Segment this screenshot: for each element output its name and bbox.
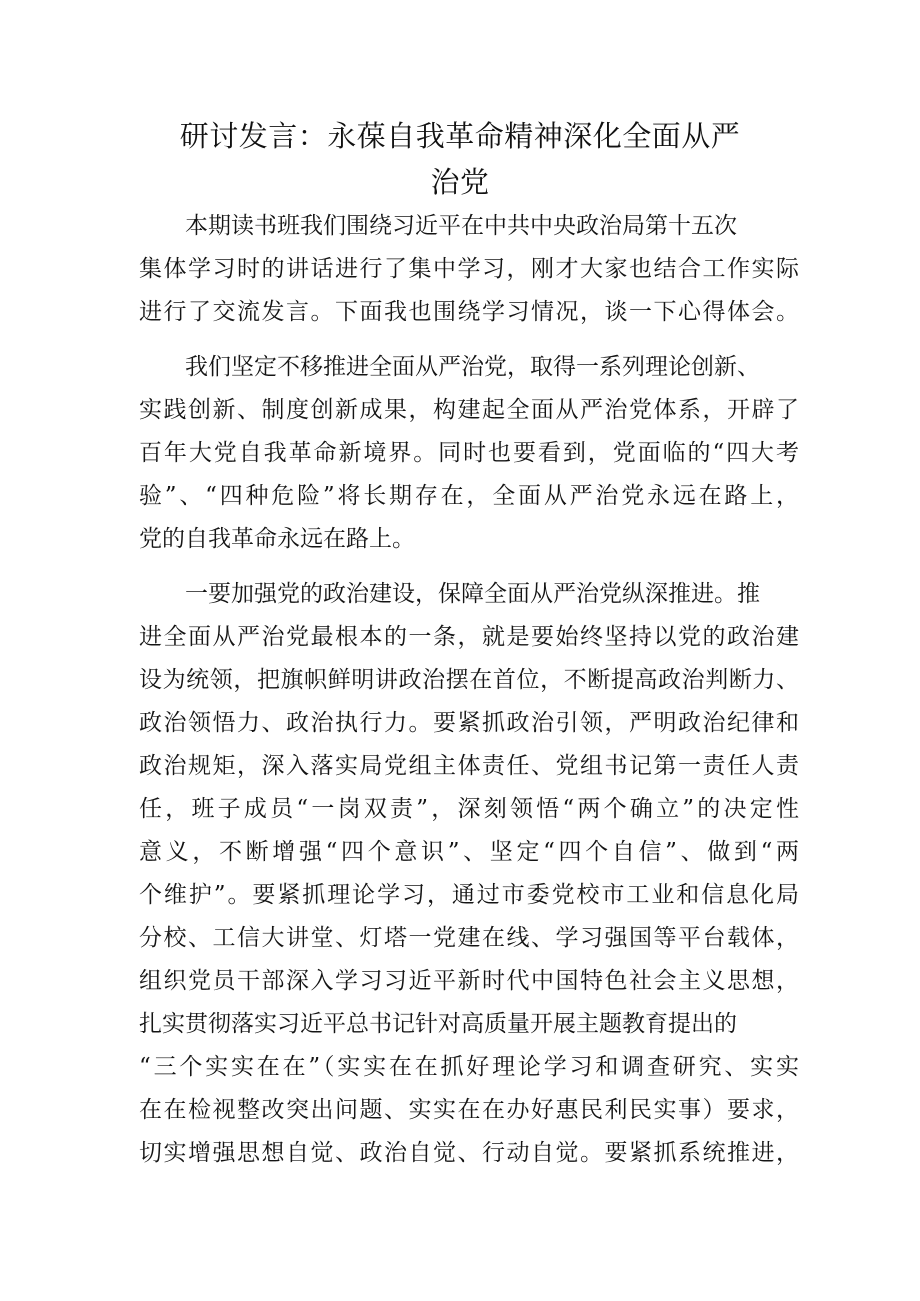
- paragraph-3-line-5: 政治规矩，深入落实局党组主体责任、党组书记第一责任人责: [139, 753, 799, 779]
- paragraph-2-line-4: 验”、“四种危险”将长期存在，全面从严治党永远在路上，: [139, 483, 799, 509]
- paragraph-1-line-2: 集体学习时的讲话进行了集中学习，刚才大家也结合工作实际: [139, 256, 799, 282]
- paragraph-3-line-6: 任，班子成员“一岗双责”，深刻领悟“两个确立”的决定性: [139, 796, 799, 822]
- paragraph-3-line-12: “三个实实在在”（实实在在抓好理论学习和调查研究、实实: [139, 1054, 799, 1080]
- paragraph-3-line-4: 政治领悟力、政治执行力。要紧抓政治引领，严明政治纪律和: [139, 710, 799, 736]
- document-title-line-2: 治党: [430, 165, 490, 199]
- paragraph-2-line-3: 百年大党自我革命新境界。同时也要看到，党面临的“四大考: [139, 440, 799, 466]
- paragraph-3-line-9: 分校、工信大讲堂、灯塔一党建在线、学习强国等平台载体，: [139, 925, 799, 951]
- paragraph-3-line-2: 进全面从严治党最根本的一条，就是要始终坚持以党的政治建: [139, 624, 799, 650]
- paragraph-3-line-7: 意义，不断增强“四个意识”、坚定“四个自信”、做到“两: [139, 839, 799, 865]
- paragraph-3-line-3: 设为统领，把旗帜鲜明讲政治摆在首位，不断提高政治判断力、: [139, 667, 799, 693]
- paragraph-1-line-1: 本期读书班我们围绕习近平在中共中央政治局第十五次: [185, 213, 737, 239]
- paragraph-3-line-13: 在在检视整改突出问题、实实在在办好惠民利民实事）要求，: [139, 1097, 799, 1123]
- paragraph-3-line-14: 切实增强思想自觉、政治自觉、行动自觉。要紧抓系统推进，: [139, 1140, 799, 1166]
- paragraph-1-line-3: 进行了交流发言。下面我也围绕学习情况，谈一下心得体会。: [139, 299, 799, 325]
- paragraph-2-line-1: 我们坚定不移推进全面从严治党，取得一系列理论创新、: [185, 354, 760, 380]
- paragraph-2-line-5: 党的自我革命永远在路上。: [139, 526, 415, 552]
- paragraph-3-line-8: 个维护”。要紧抓理论学习，通过市委党校市工业和信息化局: [139, 882, 799, 908]
- paragraph-3-line-1: 一要加强党的政治建设，保障全面从严治党纵深推进。推: [185, 581, 760, 607]
- paragraph-3-line-10: 组织党员干部深入学习习近平新时代中国特色社会主义思想，: [139, 968, 799, 994]
- document-title-line-1: 研讨发言：永葆自我革命精神深化全面从严: [179, 119, 741, 153]
- paragraph-2-line-2: 实践创新、制度创新成果，构建起全面从严治党体系，开辟了: [139, 397, 799, 423]
- paragraph-3-line-11: 扎实贯彻落实习近平总书记针对高质量开展主题教育提出的: [139, 1011, 737, 1037]
